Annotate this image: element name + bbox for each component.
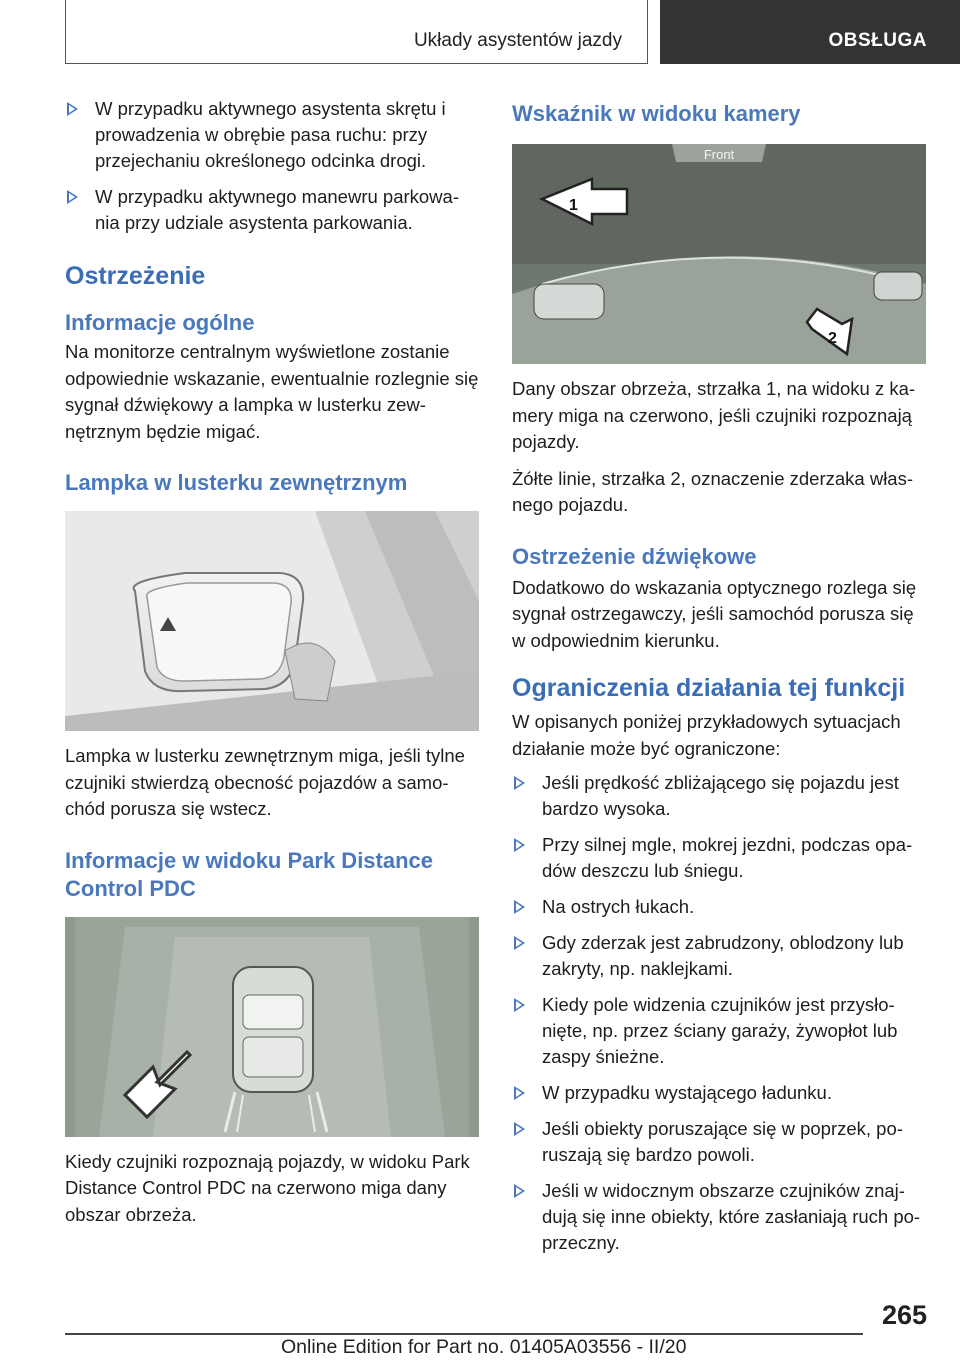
bullet-triangle-icon [514, 900, 525, 914]
pdc-image [65, 917, 479, 1137]
list-item: Kiedy pole widzenia czujników jest przysło‐nięte, np. przez ściany garaży, żywopłot lub zaspy śnieżne. [512, 992, 926, 1070]
paragraph-mirror-lamp: Lampka w lusterku zewnętrznym miga, jeśli tylne czujniki stwierdzą obecność pojazdów a samo‐chód porusza się wstecz. [65, 745, 465, 819]
list-item: W przypadku aktywnego manewru parkowa‐nia przy udziale asystenta parkowania. [65, 184, 479, 236]
svg-text:1: 1 [569, 197, 578, 214]
list-item: Gdy zderzak jest zabrudzony, oblodzony lub zakryty, np. naklejkami. [512, 930, 926, 982]
paragraph-camera-1: Dany obszar obrzeża, strzałka 1, na widoku z ka‐mery miga na czerwono, jeśli czujniki rozpoznają pojazdy. [512, 378, 916, 452]
list-item: W przypadku aktywnego asystenta skrętu i prowadzenia w obrębie pasa ruchu: przy przejechaniu określonego odcinka drogi. [65, 96, 479, 174]
list-item: W przypadku wystającego ładunku. [512, 1080, 926, 1106]
camera-image [512, 144, 926, 364]
bullet-triangle-icon [514, 1086, 525, 1100]
list-item: Na ostrych łukach. [512, 894, 926, 920]
bullet-triangle-icon [514, 998, 525, 1012]
list-item: Przy silnej mgle, mokrej jezdni, podczas opa‐dów deszczu lub śniegu. [512, 832, 926, 884]
svg-text:2: 2 [828, 330, 837, 347]
heading-general-info: Informacje ogólne [65, 310, 255, 335]
footer-divider [65, 1333, 863, 1335]
bullet-triangle-icon [514, 776, 525, 790]
paragraph-sound-warning: Dodatkowo do wskazania optycznego rozlega się sygnał ostrzegawczy, jeśli samochód porusza się w odpowiednim kierunku. [512, 576, 917, 651]
list-item: Jeśli w widocznym obszarze czujników znaj‐dują się inne obiekty, które zasłaniają ruch po‐przeczny. [512, 1178, 926, 1256]
list-item: Jeśli obiekty poruszające się w poprzek, po‐ruszają się bardzo powoli. [512, 1116, 926, 1168]
heading-mirror-lamp: Lampka w lusterku zewnętrznym [65, 470, 408, 495]
bullet-triangle-icon [514, 936, 525, 950]
heading-sound-warning: Ostrzeżenie dźwiękowe [512, 543, 757, 569]
heading-limits: Ograniczenia działania tej funkcji [512, 674, 906, 702]
paragraph-camera-2: Żółte linie, strzałka 2, oznaczenie zderzaka włas‐nego pojazdu. [512, 467, 914, 515]
paragraph-pdc: Kiedy czujniki rozpoznają pojazdy, w widoku Park Distance Control PDC na czerwono miga dany obszar obrzeża. [65, 1150, 470, 1225]
page-number: 265 [881, 1300, 927, 1330]
footer-edition: Online Edition for Part no. 01405A03556 - II/20 [281, 1336, 687, 1358]
heading-warning: Ostrzeżenie [65, 262, 206, 290]
list-item: Jeśli prędkość zbliżającego się pojazdu jest bardzo wysoka. [512, 770, 926, 822]
bullet-triangle-icon [67, 190, 78, 204]
section-title: Układy asystentów jazdy [413, 30, 622, 51]
bullet-triangle-icon [67, 102, 78, 116]
left-column [65, 96, 479, 1238]
front-label: Front [703, 147, 735, 162]
mirror-image [65, 511, 479, 731]
paragraph-limits: W opisanych poniżej przykładowych sytuacjach działanie może być ograniczone: [512, 711, 901, 759]
heading-pdc: Informacje w widoku Park Distance Control PDC [65, 847, 434, 901]
paragraph-general-info: Na monitorze centralnym wyświetlone zostanie odpowiednie wskazanie, ewentualnie rozlegnie się sygnał dźwiękowy a lampka w lusterku zew‐nętrznym będzie migać. [65, 341, 479, 442]
chapter-tab: OBSŁUGA [660, 0, 960, 64]
heading-camera: Wskaźnik w widoku kamery [512, 101, 801, 126]
bullet-triangle-icon [514, 1184, 525, 1198]
right-column [512, 96, 926, 1266]
bullet-triangle-icon [514, 1122, 525, 1136]
bullet-triangle-icon [514, 838, 525, 852]
